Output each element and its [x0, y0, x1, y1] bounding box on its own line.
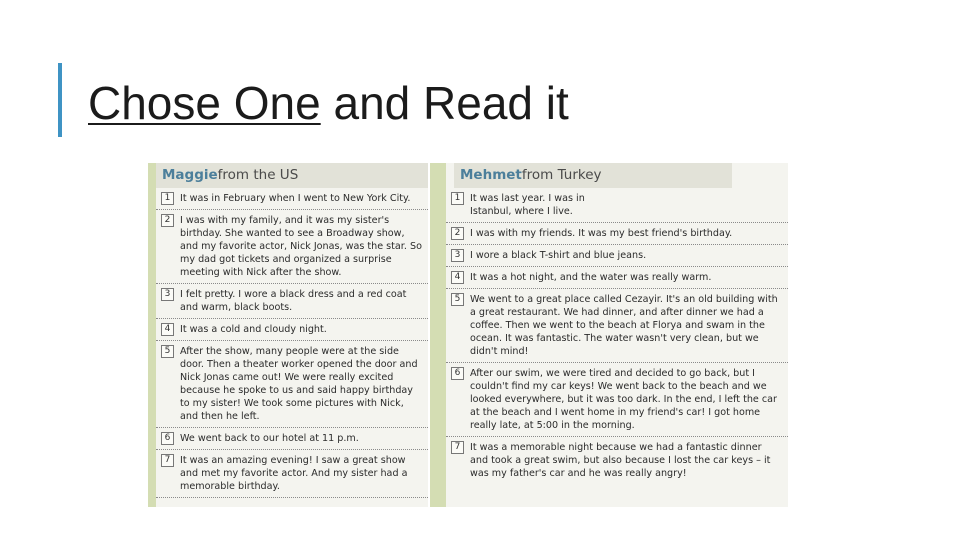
- entry-text: It was last year. I was in Istanbul, where I live.: [470, 193, 585, 217]
- mehmet-story-panel: [446, 163, 788, 507]
- entry-text: It was an amazing evening! I saw a great show and met my favorite actor. And my sister had a memorable birthday.: [180, 455, 408, 492]
- entry-number: 3: [161, 288, 174, 301]
- slide-title-underlined: Chose One: [88, 77, 321, 129]
- entry-number: 6: [451, 367, 464, 380]
- story-entry: [446, 267, 788, 289]
- entry-text: I wore a black T-shirt and blue jeans.: [470, 250, 647, 261]
- entry-number: 2: [451, 227, 464, 240]
- entry-number: 4: [451, 271, 464, 284]
- slide-title: [88, 76, 569, 130]
- column-divider-strip: [430, 163, 446, 507]
- story-entry: [156, 319, 428, 341]
- story-entry: [156, 188, 428, 210]
- entry-text: After our swim, we were tired and decided to go back, but I couldn't find my car keys! We went back to the beach and we looked everywhere, but it was too dark. In the end, I left the car at the beach and I went home in my friend's car! I got home really late, at 5:00 in the morning.: [470, 368, 777, 431]
- maggie-origin: from the US: [217, 167, 299, 183]
- entry-number: 1: [161, 192, 174, 205]
- story-entry: [156, 428, 428, 450]
- story-entry: [446, 289, 788, 363]
- story-entry: [156, 341, 428, 428]
- maggie-entries: [156, 188, 428, 498]
- mehmet-entries: [446, 188, 788, 484]
- entry-text: I felt pretty. I wore a black dress and a red coat and warm, black boots.: [180, 289, 407, 313]
- entry-text: It was a memorable night because we had a fantastic dinner and took a great swim, but also because I lost the car keys – it was my father's car and he was really angry!: [470, 442, 771, 479]
- entry-text: After the show, many people were at the side door. Then a theater worker opened the door and Nick Jonas came out! We were really excited because he spoke to us and said happy birthday to my sister! We took some pictures with Nick, and then he left.: [180, 346, 418, 422]
- entry-number: 1: [451, 192, 464, 205]
- story-entry: [446, 437, 788, 484]
- entry-text: I was with my friends. It was my best friend's birthday.: [470, 228, 733, 239]
- entry-number: 7: [451, 441, 464, 454]
- entry-text: It was a hot night, and the water was really warm.: [470, 272, 712, 283]
- panel-stripe: [148, 163, 156, 507]
- story-entry: [446, 188, 788, 223]
- entry-text: We went back to our hotel at 11 p.m.: [180, 433, 359, 444]
- mehmet-header: [454, 163, 732, 188]
- entry-number: 4: [161, 323, 174, 336]
- story-entry: [446, 363, 788, 437]
- entry-text: It was in February when I went to New York City.: [180, 193, 411, 204]
- mehmet-origin: from Turkey: [521, 167, 602, 183]
- entry-number: 5: [451, 293, 464, 306]
- story-entry: [446, 245, 788, 267]
- story-entry: [446, 223, 788, 245]
- entry-number: 7: [161, 454, 174, 467]
- title-accent-bar: [58, 63, 62, 137]
- entry-number: 5: [161, 345, 174, 358]
- entry-number: 6: [161, 432, 174, 445]
- story-entry: [156, 284, 428, 319]
- story-entry: [156, 450, 428, 498]
- maggie-header: [156, 163, 428, 188]
- story-entry: [156, 210, 428, 284]
- entry-number: 3: [451, 249, 464, 262]
- entry-text: I was with my family, and it was my sister's birthday. She wanted to see a Broadway show, and my favorite actor, Nick Jonas, was the star. So my dad got tickets and organized a surprise meeting with Nick after the show.: [180, 215, 422, 278]
- mehmet-name: Mehmet: [460, 167, 522, 183]
- entry-text: We went to a great place called Cezayir. It's an old building with a great restaurant. We had dinner, and after dinner we had a coffee. Then we went to the beach at Florya and swam in the ocean. It was fantastic. The water wasn't very clean, but we didn't mind!: [470, 294, 778, 357]
- entry-number: 2: [161, 214, 174, 227]
- entry-text: It was a cold and cloudy night.: [180, 324, 327, 335]
- slide-title-rest: and Read it: [320, 77, 569, 129]
- maggie-story-panel: [148, 163, 428, 507]
- maggie-name: Maggie: [162, 167, 218, 183]
